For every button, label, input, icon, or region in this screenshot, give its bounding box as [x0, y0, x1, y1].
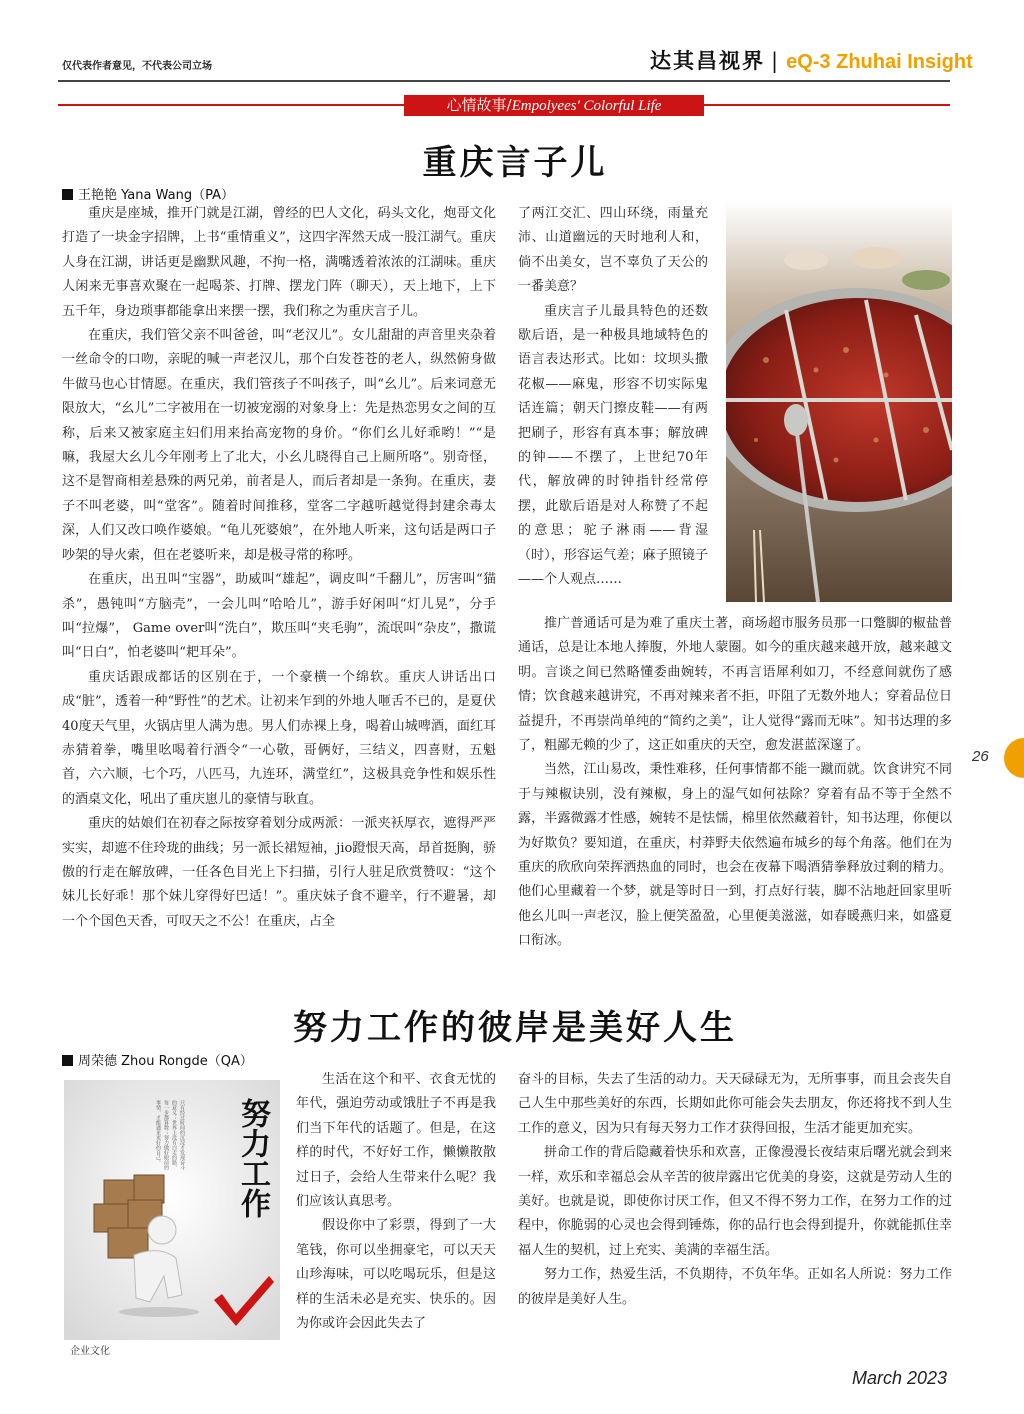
article1-paragraph: 重庆话跟成都话的区别在于，一个豪横一个绵软。重庆人讲话出口成“脏”，透着一种“野性”的艺术。让初来乍到的外地人咂舌不已的，是夏伏40度天气里，火锅店里人满为患。男人们赤裸上身，喝着山城啤酒，面红耳赤猜着拳，嘴里吆喝着行酒令“一心敬，哥俩好，三结义，四喜财，五魁首，六六顺，七个巧，八匹马，九连环，满堂红”，这极具竞争性和娱乐性的酒桌文化，吼出了重庆崽儿的豪情与耿直。 [62, 669, 496, 807]
article2-paragraph: 奋斗的目标，失去了生活的动力。天天碌碌无为，无所事事，而且会丧失自己人生中那些美好的东西，长期如此你可能会失去朋友，你还将找不到人生工作的意义，因为只有每天努力工作才获得回报，生活才能更加充实。 [518, 1072, 952, 1136]
article2-left-column [296, 1068, 496, 1336]
article1-right-bottom-column [518, 612, 952, 954]
byline-square-icon [62, 189, 73, 200]
article2-paragraph: 假设你中了彩票，得到了一大笔钱，你可以坐拥豪宅，可以天天山珍海味，可以吃喝玩乐，但是这样的生活未必是充实、快乐的。因为你或许会因此失去了 [296, 1218, 496, 1332]
article1-right-top-column [518, 202, 708, 593]
article2-paragraph: 拼命工作的背后隐藏着快乐和欢喜，正像漫漫长夜结束后曙光就会到来一样，欢乐和幸福总会从辛苦的彼岸露出它优美的身姿，这就是劳动人生的美好。也就是说，即使你讨厌工作，但又不得不努力工作，在努力工作的过程中，你脆弱的心灵也会得到锤炼，你的品行也会得到提升，你就能抓住幸福人生的契机，过上充实、美满的幸福生活。 [518, 1145, 952, 1258]
article1-paragraph: 重庆是座城，推开门就是江湖，曾经的巴人文化，码头文化，炮哥文化打造了一块金字招牌，上书“重情重义”，这四字浑然天成一股江湖气。重庆人身在江湖，讲话更是幽默风趣，不拘一格，满嘴透着浓浓的江湖味。重庆人闲来无事喜欢聚在一起喝茶、打牌、摆龙门阵（聊天），天上地下，上下五千年，身边琐事都能拿出来摆一摆，我们称之为重庆言子儿。 [62, 206, 496, 319]
article1-byline [62, 184, 234, 203]
banner-rule-right [704, 104, 950, 106]
article1-paragraph: 推广普通话可是为难了重庆土著，商场超市服务员那一口蹩脚的椒盐普通话，总是让本地人捧腹，外地人蒙圈。如今的重庆越来越开放，越来越文明。言谈之间已然略懂委曲婉转，不再言语犀利如刀，不经意间就伤了感情；饮食越来越讲究，不再对辣来者不拒，吓阻了无数外地人；穿着品位日益提升，不再崇尚单纯的“简约之美”，让人觉得“露而无味”。知书达理的多了，粗鄙无赖的少了，这正如重庆的天空，愈发湛蓝深邃了。 [518, 616, 952, 754]
banner-rule-left [58, 104, 404, 106]
article2-right-column [518, 1068, 952, 1312]
header-rule [58, 80, 950, 82]
byline-square-icon [62, 1055, 73, 1066]
article1-paragraph: 当然，江山易改，秉性难移，任何事情都不能一蹴而就。饮食讲究不同于与辣椒诀别，没有辣椒，身上的湿气如何祛除？穿着有品不等于全然不露，半露微露才性感，婉转不是怯懦，棉里依然藏着针，知书达理，你便以为好欺负？要知道，在重庆，村莽野夫依然遍布城乡的每个角落。他们在为重庆的欣欣向荣挥洒热血的同时，也会在夜幕下喝酒猜拳释放过剩的精力。他们心里藏着一个梦，就是等时日一到，打点好行装，脚不沾地赶回家里听他幺儿叫一声老汉，脸上便笑盈盈，心里便美滋滋，如春暖燕归来，如盛夏口衔冰。 [518, 762, 952, 949]
article1-author: 王艳艳 Yana Wang（PA） [78, 188, 234, 203]
article1-title: 重庆言子儿 [422, 143, 608, 183]
section-label-en: Empolyees' Colorful Life [511, 98, 662, 114]
article1-paragraph: 重庆的姑娘们在初春之际按穿着划分成两派：一派夹袄厚衣，遮得严严实实，却遮不住玲珑的曲线；另一派长裙短袖，jio蹬恨天高，昂首挺胸，骄傲的行走在解放碑，一任各色目光上下扫描，引行人驻足欣赏赞叹：“这个妹儿长好乖！那个妹儿穿得好巴适！”。重庆妹子食不避辛，行不避暑，却一个个国色天香，可叹天之不公！在重庆，占全 [62, 816, 496, 929]
article1-paragraph: 了两江交汇、四山环绕，雨量充沛、山道幽远的天时地利人和，倘不出美女，岂不辜负了天公的一番美意？ [518, 206, 708, 295]
section-banner [58, 95, 950, 115]
article2-paragraph: 生活在这个和平、衣食无忧的年代，强迫劳动或饿肚子不再是我们当下年代的话题了。但是，在这样的时代，不好好工作，懒懒散散过日子，会给人生带来什么呢？我们应该认真思考。 [296, 1072, 496, 1210]
hotpot-illustration [726, 200, 952, 602]
page-tab [1004, 738, 1024, 778]
article2-title: 努力工作的彼岸是美好人生 [293, 1008, 737, 1048]
article1-paragraph: 重庆言子儿最具特色的还数歇后语，是一种极具地域特色的语言表达形式。比如：坟坝头撒花椒——麻鬼，形容不切实际鬼话连篇；朝天门擦皮鞋——有两把刷子，形容有真本事；解放碑的钟——不摆了，上世纪70年代，解放碑的时钟指针经常停摆，此歇后语是对人称赞了不起的意思；驼子淋雨——背湿（时），形容运气差；麻子照镜子——个人观点…… [518, 303, 708, 588]
masthead [650, 45, 973, 75]
section-label-cn: 心情故事/ [446, 96, 512, 114]
brand-separator: | [771, 49, 781, 73]
work-hard-illustration [64, 1080, 280, 1340]
article2-paragraph: 努力工作，热爱生活，不负期待，不负年华。正如名人所说：努力工作的彼岸是美好人生。 [518, 1267, 952, 1307]
brand-cn: 达其昌视界 [650, 48, 765, 73]
section-label [404, 95, 704, 116]
work-hard-small-text: 只有经过时间的沉淀才发现奋斗的意义；世界上没有白走的路，每一步都算数；努力做好眼前的事情，才能遇见更好的自己。 [155, 1100, 185, 1170]
image-caption: 企业文化 [70, 1346, 110, 1357]
page-number: 26 [972, 748, 989, 765]
brand-en: eQ-3 Zhuhai Insight [786, 51, 973, 73]
article2-author: 周荣德 Zhou Rongde（QA） [78, 1054, 253, 1069]
disclaimer: 仅代表作者意见，不代表公司立场 [62, 61, 212, 72]
hotpot-photo [726, 200, 952, 602]
article1-paragraph: 在重庆，我们管父亲不叫爸爸，叫“老汉儿”。女儿甜甜的声音里夹杂着一丝命令的口吻，亲昵的喊一声老汉儿，那个白发苍苍的老人，纵然俯身做牛做马也心甘情愿。在重庆，我们管孩子不叫孩子，叫“幺儿”。后来词意无限放大，“幺儿”二字被用在一切被宠溺的对象身上：先是热恋男女之间的互称，后来又被家庭主妇们用来抬高宠物的身价。“你们幺儿好乖哟！”“是嘛，我屋大幺儿今年刚考上了北大，小幺儿晓得自己上厕所咯”。别奇怪，这不是智商相差悬殊的两兄弟，前者是人，而后者却是一条狗。在重庆，妻子不叫老婆，叫“堂客”。随着时间推移，堂客二字越听越觉得封建余毒太深，人们又改口唤作婆娘。“龟儿死婆娘”，在外地人听来，这句话是两口子吵架的导火索，但在老婆听来，却是极寻常的称呼。 [62, 328, 496, 563]
issue-date: March 2023 [852, 1368, 948, 1388]
article2-byline [62, 1050, 253, 1069]
article1-paragraph: 在重庆，出丑叫“宝器”，助威叫“雄起”，调皮叫“千翻儿”，厉害叫“猫杀”，愚钝叫“方脑壳”，一会儿叫“哈哈儿”，游手好闲叫“灯儿晃”，分手叫“拉爆”， Game over叫“洗白”，欺压叫“夹毛驹”，流氓叫“杂皮”，撒谎叫“日白”，怕老婆叫“耙耳朵”。 [62, 572, 496, 661]
article1-left-column [62, 202, 496, 934]
work-hard-calligraphy: 努力工作 [235, 1098, 270, 1218]
